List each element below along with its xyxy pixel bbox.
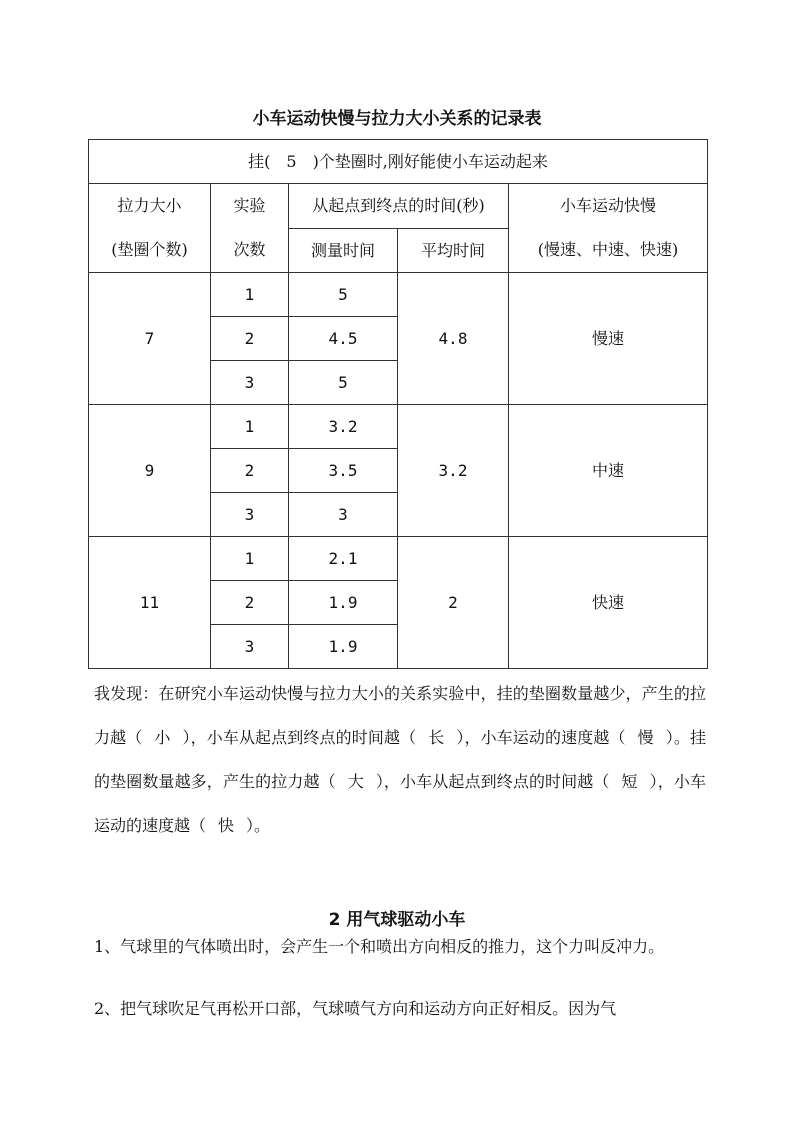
answer-blank: 长 bbox=[428, 728, 445, 747]
header-force bbox=[89, 184, 211, 273]
time-cell: 5 bbox=[289, 361, 398, 405]
finding-text: ），小车运动的速度越（ bbox=[456, 728, 626, 747]
header-speed bbox=[509, 184, 708, 273]
table-title: 小车运动快慢与拉力大小关系的记录表 bbox=[252, 109, 542, 129]
speed-cell: 快速 bbox=[509, 537, 708, 669]
top-row-caption: 挂( 5 )个垫圈时,刚好能使小车运动起来 bbox=[89, 140, 708, 184]
time-cell: 5 bbox=[289, 273, 398, 317]
header-time-group: 从起点到终点的时间(秒) bbox=[289, 184, 509, 229]
finding-text: 我发现：在研究小车运动快慢与拉力大小的关系实验中，挂的垫圈数量越少，产生的拉力越（ bbox=[94, 684, 706, 747]
time-cell: 3.5 bbox=[289, 449, 398, 493]
time-cell: 3 bbox=[289, 493, 398, 537]
force-cell: 7 bbox=[89, 273, 211, 405]
answer-blank: 小 bbox=[154, 728, 171, 747]
trial-cell: 2 bbox=[211, 317, 289, 361]
header-trial-line2: 次数 bbox=[233, 240, 266, 259]
speed-cell: 中速 bbox=[509, 405, 708, 537]
time-cell: 4.5 bbox=[289, 317, 398, 361]
trial-cell: 1 bbox=[211, 273, 289, 317]
finding-paragraph bbox=[94, 672, 706, 848]
section-heading: 2 用气球驱动小车 bbox=[328, 910, 466, 930]
answer-blank: 短 bbox=[621, 772, 638, 791]
trial-cell: 3 bbox=[211, 493, 289, 537]
header-speed-line2: (慢速、中速、快速) bbox=[537, 240, 679, 259]
table-row bbox=[89, 273, 708, 317]
force-cell: 9 bbox=[89, 405, 211, 537]
trial-cell: 2 bbox=[211, 581, 289, 625]
answer-blank: 慢 bbox=[637, 728, 654, 747]
finding-text: ），小车运动的速度越（ bbox=[94, 772, 706, 835]
answer-blank: 大 bbox=[347, 772, 364, 791]
trial-cell: 3 bbox=[211, 625, 289, 669]
header-force-line1: 拉力大小 bbox=[117, 196, 182, 215]
finding-text: ）。 bbox=[246, 816, 271, 835]
force-cell: 11 bbox=[89, 537, 211, 669]
record-table bbox=[88, 139, 708, 669]
header-measured: 测量时间 bbox=[289, 228, 398, 273]
finding-text: ），小车从起点到终点的时间越（ bbox=[182, 728, 417, 747]
speed-cell: 慢速 bbox=[509, 273, 708, 405]
trial-cell: 2 bbox=[211, 449, 289, 493]
trial-cell: 3 bbox=[211, 361, 289, 405]
answer-blank: 快 bbox=[218, 816, 235, 835]
average-cell: 4.8 bbox=[398, 273, 509, 405]
table-row bbox=[89, 537, 708, 581]
average-cell: 3.2 bbox=[398, 405, 509, 537]
header-force-line2: (垫圈个数) bbox=[111, 240, 188, 259]
time-cell: 1.9 bbox=[289, 625, 398, 669]
time-cell: 1.9 bbox=[289, 581, 398, 625]
time-cell: 2.1 bbox=[289, 537, 398, 581]
trial-cell: 1 bbox=[211, 537, 289, 581]
section-paragraph-2: 2、把气球吹足气再松开口部，气球喷气方向和运动方向正好相反。因为气 bbox=[94, 999, 617, 1018]
header-speed-line1: 小车运动快慢 bbox=[560, 196, 657, 215]
header-average: 平均时间 bbox=[398, 228, 509, 273]
time-cell: 3.2 bbox=[289, 405, 398, 449]
header-trial-line1: 实验 bbox=[233, 196, 266, 215]
table-row bbox=[89, 405, 708, 449]
section-paragraph-1: 1、气球里的气体喷出时，会产生一个和喷出方向相反的推力，这个力叫反冲力。 bbox=[94, 937, 665, 956]
trial-cell: 1 bbox=[211, 405, 289, 449]
header-trial bbox=[211, 184, 289, 273]
average-cell: 2 bbox=[398, 537, 509, 669]
finding-text: ）。挂的垫圈数量越多，产生的拉力越（ bbox=[94, 728, 706, 791]
finding-text: ），小车从起点到终点的时间越（ bbox=[375, 772, 610, 791]
